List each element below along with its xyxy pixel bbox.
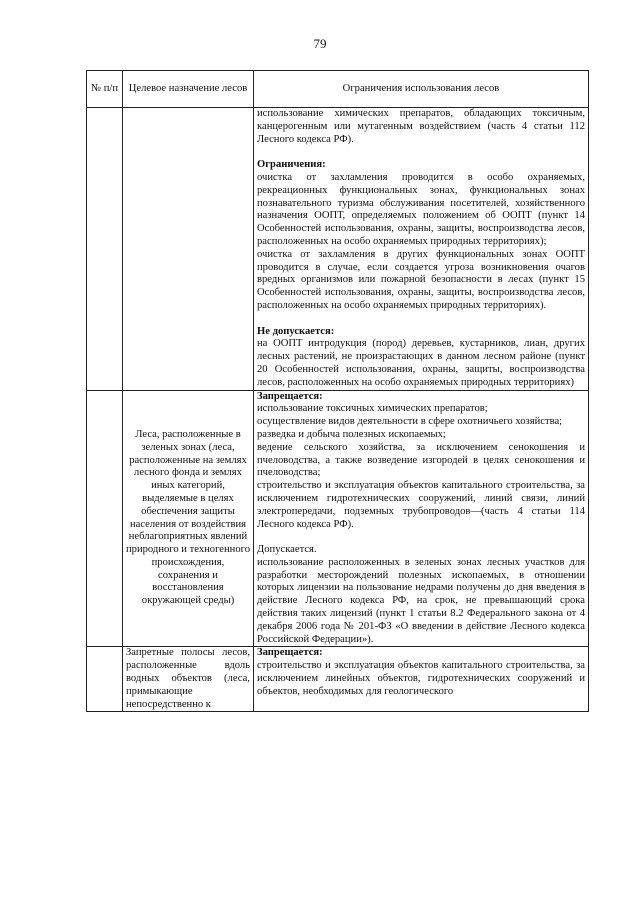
- paragraph: Не допускается:: [257, 325, 335, 337]
- row2-purpose: Леса, расположенные в зеленых зонах (леса, расположенные на землях лесного фонда и землях иных категорий, выделяемые в целях обеспечения защиты населения от воздействия неблагоприятных явлений природного и техногенного происхождения, сохранения и восстановления окружающей среды): [123, 390, 254, 647]
- paragraph: Допускается.: [257, 544, 317, 556]
- row1-num: [87, 108, 123, 391]
- paragraph: Ограничения:: [257, 159, 326, 171]
- paragraph: использование расположенных в зеленых зонах лесных участков для разработки месторождений полезных ископаемых, в отношении которых лицензии на пользование недрами получены до дня введения в действие Лесного кодекса РФ, на срок, не превышающий срока действия таких лицензий (пункт 1 статьи 8.2 Федерального закона от 4 декабря 2006 года № 201-ФЗ «О введении в действие Лесного кодекса Российской Федерации»).: [257, 556, 585, 645]
- paragraph: использование химических препаратов, обладающих токсичным, канцерогенным или мутагенным воздействием (часть 4 статьи 112 Лесного кодекса РФ).: [257, 108, 585, 145]
- header-purpose: Целевое назначение лесов: [123, 71, 254, 108]
- table-row: [87, 108, 589, 391]
- row1-purpose: [123, 108, 254, 391]
- table-row: [87, 390, 589, 647]
- row3-num: [87, 647, 123, 712]
- table-header-row: [87, 71, 589, 108]
- row2-num: [87, 390, 123, 647]
- row3-purpose: Запретные полосы лесов, расположенные вдоль водных объектов (леса, примыкающие непосредственно к: [123, 647, 254, 712]
- paragraph: разведка и добыча полезных ископаемых;: [257, 428, 446, 440]
- paragraph: очистка от захламления в других функциональных зонах ООПТ проводится в случае, если создается угроза возникновения очагов вредных организмов или пожарной безопасности в лесах (пункт 15 Особенностей использования, охраны, защиты, воспроизводства лесов, расположенных на особо охраняемых природных территориях).: [257, 248, 585, 311]
- paragraph: Запрещается:: [257, 390, 323, 402]
- paragraph: очистка от захламления проводится в особо охраняемых, рекреационных функциональных зонах, функциональных зонах познавательного туризма обслуживания посетителей, хозяйственного назначения ООПТ, определяемых положением об ООПТ (пункт 14 Особенностей использования, охраны, защиты, воспроизводства лесов, расположенных на особо охраняемых природных территориях);: [257, 171, 585, 247]
- paragraph: строительство и эксплуатация объектов капитального строительства, за исключением гидротехнических сооружений, линий связи, линий электропередачи, подземных трубопроводов—(часть 4 статьи 114 Лесного кодекса РФ).: [257, 480, 585, 530]
- header-num: № п/п: [87, 71, 123, 108]
- paragraph: Запрещается:: [257, 647, 323, 659]
- restrictions-table: [86, 70, 589, 712]
- table-row: [87, 647, 589, 712]
- row1-restrictions: [254, 108, 589, 391]
- paragraph: использование токсичных химических препаратов;: [257, 403, 488, 415]
- paragraph: на ООПТ интродукция (пород) деревьев, кустарников, лиан, других лесных растений, не произрастающих в данном лесном районе (пункт 20 Особенностей использования, охраны, защиты, воспроизводства лесов, расположенных на особо охраняемых природных территориях): [257, 338, 585, 388]
- header-restrictions: Ограничения использования лесов: [254, 71, 589, 108]
- paragraph: осуществление видов деятельности в сфере охотничьего хозяйства;: [257, 416, 563, 428]
- paragraph: строительство и эксплуатация объектов капитального строительства, за исключением линейных объектов, гидротехнических сооружений и объектов, необходимых для геологического: [257, 660, 585, 697]
- row3-restrictions: [254, 647, 589, 712]
- row2-restrictions: [254, 390, 589, 647]
- page-number: 79: [313, 36, 327, 51]
- paragraph: ведение сельского хозяйства, за исключением сенокошения и пчеловодства, а также возведение изгородей в целях сенокошения и пчеловодства;: [257, 441, 585, 479]
